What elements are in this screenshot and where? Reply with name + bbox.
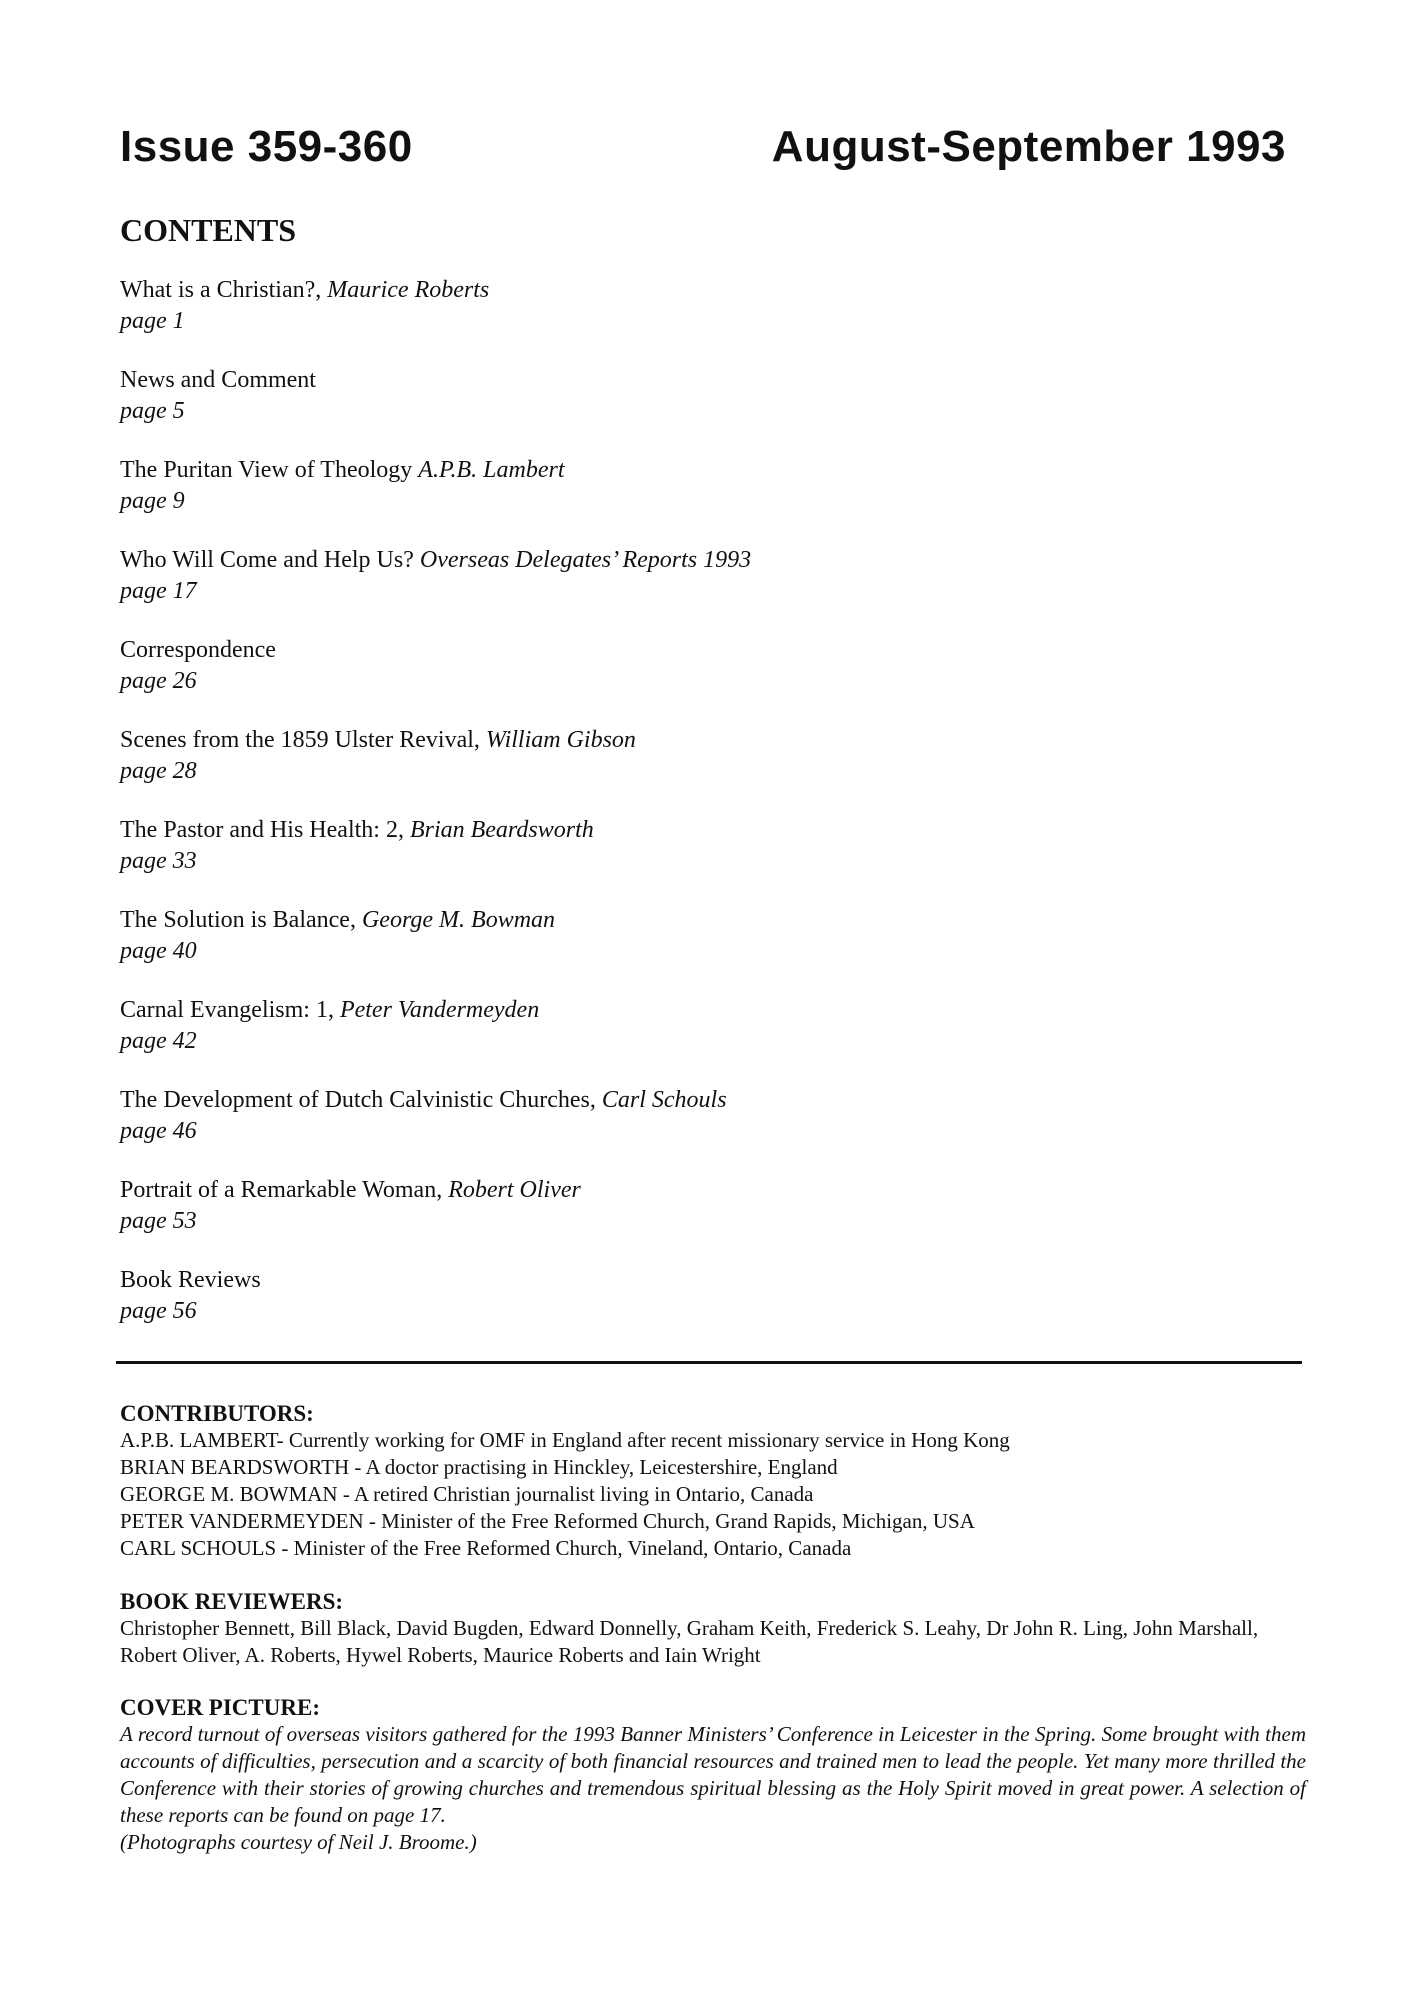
contributor-line: GEORGE M. BOWMAN - A retired Christian journalist living in Ontario, Canada <box>120 1482 814 1506</box>
entry-page: page 9 <box>120 488 185 514</box>
entry-author: George M. Bowman <box>361 907 556 933</box>
entry-author: A.P.B. Lambert <box>418 457 565 483</box>
entry-author: Peter Vandermeyden <box>339 997 540 1023</box>
entry-title: The Development of Dutch Calvinistic Churches, <box>120 1087 602 1113</box>
contents-entry <box>120 635 1220 725</box>
entry-page: page 5 <box>120 398 185 424</box>
entry-page: page 40 <box>120 938 197 964</box>
contents-list <box>120 275 1220 1355</box>
entry-author: Maurice Roberts <box>327 277 490 303</box>
entry-title: Portrait of a Remarkable Woman, <box>120 1177 449 1203</box>
contents-entry <box>120 545 1220 635</box>
contents-entry <box>120 905 1220 995</box>
contents-entry <box>120 275 1220 365</box>
entry-page: page 46 <box>120 1118 197 1144</box>
entry-title: The Pastor and His Health: 2, <box>120 817 410 843</box>
contents-entry <box>120 365 1220 455</box>
contributors-heading: CONTRIBUTORS: <box>120 1401 314 1426</box>
cover-picture-section <box>120 1694 1306 1856</box>
entry-page: page 33 <box>120 848 197 874</box>
contents-entry <box>120 995 1220 1085</box>
photo-credit: (Photographs courtesy of Neil J. Broome.) <box>120 1830 477 1854</box>
contents-entry <box>120 725 1220 815</box>
entry-title: Who Will Come and Help Us? <box>120 547 420 573</box>
entry-title: Scenes from the 1859 Ulster Revival, <box>120 727 486 753</box>
contents-entry <box>120 1265 1220 1355</box>
contributor-line: A.P.B. LAMBERT- Currently working for OMF in England after recent missionary service in Hong Kong <box>120 1428 1010 1452</box>
entry-author: Overseas Delegates’ Reports 1993 <box>419 547 752 573</box>
entry-page: page 42 <box>120 1028 197 1054</box>
entry-page: page 1 <box>120 308 185 334</box>
section-divider <box>116 1361 1302 1364</box>
entry-title: Book Reviews <box>120 1267 261 1293</box>
entry-author: Brian Beardsworth <box>409 817 594 843</box>
issue-header <box>120 122 1286 172</box>
contributor-line: CARL SCHOULS - Minister of the Free Reformed Church, Vineland, Ontario, Canada <box>120 1536 852 1560</box>
entry-title: News and Comment <box>120 367 316 393</box>
contents-entry <box>120 455 1220 545</box>
entry-author: Carl Schouls <box>601 1087 727 1113</box>
contents-entry <box>120 1085 1220 1175</box>
entry-title: The Puritan View of Theology <box>120 457 419 483</box>
contributors-section <box>120 1400 1306 1562</box>
issue-date: August-September 1993 <box>771 122 1286 171</box>
contents-entry <box>120 1175 1220 1265</box>
entry-page: page 53 <box>120 1208 197 1234</box>
contributor-line: PETER VANDERMEYDEN - Minister of the Free Reformed Church, Grand Rapids, Michigan, USA <box>120 1509 975 1533</box>
contents-heading: CONTENTS <box>120 212 297 248</box>
contributor-line: BRIAN BEARDSWORTH - A doctor practising in Hinckley, Leicestershire, England <box>120 1455 838 1479</box>
cover-picture-heading: COVER PICTURE: <box>120 1695 320 1720</box>
entry-page: page 26 <box>120 668 197 694</box>
book-reviewers-heading: BOOK REVIEWERS: <box>120 1589 344 1614</box>
entry-page: page 17 <box>120 578 197 604</box>
entry-title: Carnal Evangelism: 1, <box>120 997 340 1023</box>
entry-page: page 56 <box>120 1298 197 1324</box>
book-reviewers-section <box>120 1588 1306 1669</box>
entry-title: The Solution is Balance, <box>120 907 362 933</box>
issue-number: Issue 359-360 <box>120 122 413 171</box>
entry-author: William Gibson <box>485 727 636 753</box>
book-reviewers-list: Christopher Bennett, Bill Black, David Bugden, Edward Donnelly, Graham Keith, Frederick S. Leahy, Dr John R. Ling, John Marshall, Robert Oliver, A. Roberts, Hywel Roberts, Maurice Roberts and Iain Wright <box>120 1616 1259 1667</box>
contents-entry <box>120 815 1220 905</box>
entry-title: What is a Christian?, <box>120 277 328 303</box>
cover-picture-caption: A record turnout of overseas visitors gathered for the 1993 Banner Ministers’ Conference in Leicester in the Spring. Some brought with them accounts of difficulties, persecution and a scarcity of both financial resources and trained men to lead the people. Yet many more thrilled the Conference with their stories of growing churches and tremendous spiritual blessing as the Holy Spirit moved in great power. A selection of these reports can be found on page 17. <box>120 1722 1306 1827</box>
entry-author: Robert Oliver <box>448 1177 581 1203</box>
entry-page: page 28 <box>120 758 197 784</box>
entry-title: Correspondence <box>120 637 276 663</box>
